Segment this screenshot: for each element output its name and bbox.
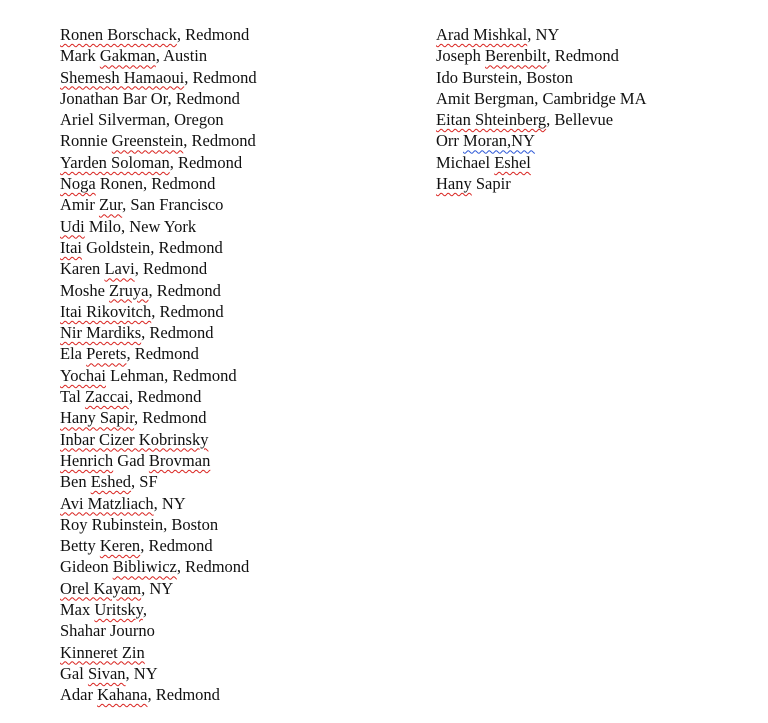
entry-text: Gad (113, 450, 149, 470)
entry-text: , Redmond (134, 408, 207, 428)
entry-text: , Redmond (151, 301, 224, 321)
entry-text: Ben (60, 472, 91, 492)
entry-text: , Redmond (546, 46, 619, 66)
entry-text: Ronen, Redmond (95, 174, 216, 194)
misspelled-word: Kinneret Zin (60, 642, 145, 662)
misspelled-word: Ronen Borschack (60, 25, 177, 44)
list-item (436, 173, 647, 194)
misspelled-word: Itai Rikovitch (60, 301, 152, 321)
entry-text: Milo, New York (84, 216, 197, 236)
misspelled-word: Nir Mardiks (60, 323, 142, 343)
misspelled-word: Perets (86, 344, 127, 364)
list-item (436, 130, 647, 151)
list-item (436, 24, 647, 45)
misspelled-word: Eshel (494, 152, 531, 172)
misspelled-word: Eitan Shteinberg (436, 110, 547, 130)
entry-text: Max (60, 600, 95, 620)
list-item (60, 663, 257, 684)
list-item (60, 471, 257, 492)
entry-text: , (142, 600, 147, 620)
entry-text: Ronnie (60, 131, 112, 151)
entry-text: Jonathan Bar Or, Redmond (60, 88, 240, 108)
entry-text: Roy Rubinstein, Boston (60, 514, 219, 534)
misspelled-word: Berenbilt (485, 46, 547, 66)
list-item (436, 109, 647, 130)
list-item (60, 24, 257, 45)
entry-text: Orr (436, 131, 464, 151)
entry-text: Joseph (436, 46, 486, 66)
entry-text: , SF (131, 472, 158, 492)
list-item (60, 88, 257, 109)
entry-text: Lehman, Redmond (106, 365, 237, 385)
misspelled-word: Noga (60, 174, 96, 194)
entry-text: , Redmond (134, 259, 208, 279)
entry-text: , NY (141, 578, 174, 598)
list-item (60, 237, 257, 258)
misspelled-word: Lavi (104, 259, 135, 279)
misspelled-word: Zaccai (84, 387, 129, 407)
list-item (60, 642, 257, 663)
list-item (60, 429, 257, 450)
list-item (60, 599, 257, 620)
list-item (60, 194, 257, 215)
list-item (60, 620, 257, 641)
list-item (60, 535, 257, 556)
misspelled-word: Keren (99, 536, 141, 556)
entry-text: , Redmond (148, 280, 221, 300)
list-item (60, 684, 257, 705)
entry-text: , NY (153, 493, 186, 513)
misspelled-word: Avi Matzliach (60, 493, 154, 513)
list-item (60, 301, 257, 322)
entry-text: Sapir (471, 174, 511, 194)
misspelled-word: Sivan (87, 663, 126, 683)
misspelled-word: Arad Mishkal (436, 25, 528, 44)
entry-text: , NY (125, 663, 158, 683)
entry-text: Ela (60, 344, 87, 364)
entry-text: , Bellevue (546, 110, 614, 130)
entry-text: Karen (60, 259, 105, 279)
list-item (60, 67, 257, 88)
list-item (436, 88, 647, 109)
entry-text: , Redmond (140, 536, 213, 556)
entry-text: , Redmond (183, 131, 256, 151)
misspelled-word: Yarden Soloman (60, 152, 170, 172)
misspelled-word: Zur (98, 195, 123, 215)
misspelled-word: Eshed (90, 472, 132, 492)
entry-text: , NY (527, 25, 560, 44)
list-item (60, 578, 257, 599)
list-item (60, 407, 257, 428)
entry-text: Moshe (60, 280, 110, 300)
entry-text: Ido Burstein, Boston (436, 67, 574, 87)
entry-text: , Austin (155, 46, 208, 66)
misspelled-word: Zruya (109, 280, 149, 300)
entry-text: Betty (60, 536, 100, 556)
entry-text: , Redmond (184, 67, 257, 87)
list-item (60, 343, 257, 364)
list-item (60, 109, 257, 130)
misspelled-word: Udi (60, 216, 85, 236)
list-item (60, 556, 257, 577)
entry-text: Shahar Journo (60, 621, 155, 641)
list-item (60, 130, 257, 151)
list-item (60, 365, 257, 386)
entry-text: Ariel Silverman, Oregon (60, 110, 224, 130)
grammar-flagged-text: Moran,NY (463, 131, 535, 151)
entry-text: , Redmond (141, 323, 214, 343)
entry-text: Amir (60, 195, 99, 215)
misspelled-word: Hany (436, 174, 472, 194)
entry-text: Mark (60, 46, 100, 66)
misspelled-word: Bibliwicz (112, 557, 177, 577)
misspelled-word: Henrich (60, 450, 114, 470)
misspelled-word: Yochai (60, 365, 106, 385)
list-item (60, 152, 257, 173)
misspelled-word: Greenstein (111, 131, 184, 151)
list-item (436, 152, 647, 173)
entry-text: Michael (436, 152, 495, 172)
entry-text: , Redmond (176, 557, 250, 577)
list-item (60, 450, 257, 471)
list-item (60, 493, 257, 514)
misspelled-word: Kahana (97, 685, 148, 705)
entry-text: , San Francisco (122, 195, 224, 215)
names-list-right (436, 24, 647, 194)
list-item (436, 67, 647, 88)
entry-text: , Redmond (169, 152, 243, 172)
misspelled-word: Orel Kayam (60, 578, 142, 598)
list-item (60, 258, 257, 279)
entry-text: , Redmond (126, 344, 199, 364)
misspelled-word: Brovman (148, 450, 211, 470)
misspelled-word: Uritsky (94, 600, 143, 620)
names-list-left (60, 24, 257, 706)
list-item (60, 173, 257, 194)
entry-text: , Redmond (147, 685, 220, 705)
entry-text: Adar (60, 685, 98, 705)
list-item (60, 280, 257, 301)
list-item (60, 216, 257, 237)
entry-text: , Redmond (176, 25, 250, 44)
entry-text: Gideon (60, 557, 113, 577)
list-item (60, 386, 257, 407)
list-item (436, 45, 647, 66)
misspelled-word: Shemesh Hamaoui (60, 67, 185, 87)
list-item (60, 45, 257, 66)
entry-text: Tal (60, 387, 85, 407)
misspelled-word: Itai (60, 237, 82, 257)
list-item (60, 322, 257, 343)
entry-text: Goldstein, Redmond (82, 237, 223, 257)
entry-text: Gal (60, 663, 88, 683)
list-item (60, 514, 257, 535)
entry-text: , Redmond (128, 387, 202, 407)
misspelled-word: Hany Sapir (60, 408, 135, 428)
misspelled-word: Gakman (99, 46, 156, 66)
misspelled-word: Inbar Cizer Kobrinsky (60, 429, 209, 449)
entry-text: Amit Bergman, Cambridge MA (436, 88, 647, 108)
